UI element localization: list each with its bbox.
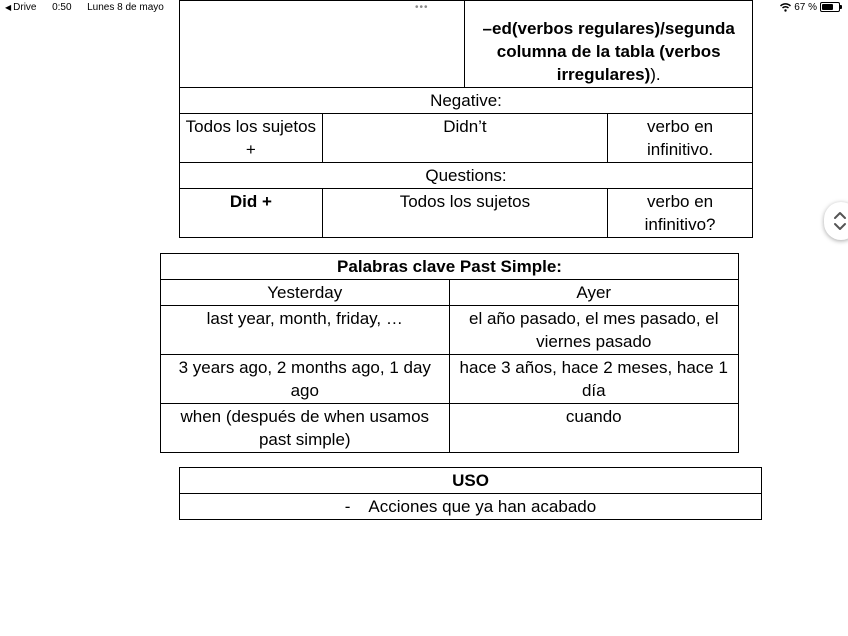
questions-verb-cell: verbo en infinitivo? — [608, 189, 753, 238]
keyword-en-cell: when (después de when usamos past simple) — [161, 404, 450, 453]
questions-subject-cell: Todos los sujetos — [322, 189, 607, 238]
negative-row — [180, 114, 753, 163]
affirmative-row — [180, 1, 753, 88]
questions-row — [180, 189, 753, 238]
page-scroll-button[interactable] — [824, 202, 848, 240]
affirmative-line2: columna de la tabla (verbos — [496, 42, 721, 61]
keyword-en-cell: Yesterday — [161, 280, 450, 306]
affirmative-suffix: ). — [650, 65, 661, 84]
chevron-up-down-icon — [833, 210, 847, 232]
affirmative-line3: irregulares) — [556, 65, 651, 84]
negative-heading: Negative: — [180, 88, 753, 114]
keyword-en-cell: last year, month, friday, … — [161, 306, 450, 355]
negative-verb-cell: verbo en infinitivo. — [608, 114, 753, 163]
questions-heading-row — [180, 163, 753, 189]
keyword-es-cell: cuando — [449, 404, 738, 453]
negative-subject-cell: Todos los sujetos + — [180, 114, 323, 163]
uso-title-row — [180, 468, 762, 494]
keywords-title-row — [161, 254, 739, 280]
clock: 0:50 — [52, 2, 72, 13]
uso-item-row — [180, 494, 762, 520]
affirmative-line1: –ed(verbos regulares)/segunda — [482, 19, 735, 38]
uso-table — [179, 467, 762, 520]
keyword-es-cell: el año pasado, el mes pasado, el viernes pasado — [449, 306, 738, 355]
table-row — [161, 280, 739, 306]
grammar-table — [179, 0, 753, 238]
back-arrow-icon: ◀ — [5, 3, 12, 12]
battery-percent: 67 % — [794, 2, 817, 13]
table-row — [161, 355, 739, 404]
keywords-table — [160, 253, 739, 453]
back-app-label: Drive — [13, 2, 37, 13]
battery-icon — [820, 2, 840, 12]
questions-heading: Questions: — [180, 163, 753, 189]
keyword-es-cell: Ayer — [449, 280, 738, 306]
keywords-title: Palabras clave Past Simple: — [161, 254, 739, 280]
back-to-app-link[interactable] — [5, 2, 37, 13]
uso-title: USO — [180, 468, 762, 494]
affirmative-cell — [465, 1, 753, 88]
date: Lunes 8 de mayo — [87, 2, 164, 13]
uso-item: - Acciones que ya han acabado — [180, 494, 762, 520]
table-row — [161, 306, 739, 355]
negative-aux-cell: Didn’t — [322, 114, 607, 163]
keyword-es-cell: hace 3 años, hace 2 meses, hace 1 día — [449, 355, 738, 404]
table-row — [161, 404, 739, 453]
keyword-en-cell: 3 years ago, 2 months ago, 1 day ago — [161, 355, 450, 404]
multitasking-dots-icon[interactable]: ••• — [415, 2, 429, 13]
wifi-icon — [780, 3, 791, 12]
negative-heading-row — [180, 88, 753, 114]
battery-level — [822, 4, 833, 10]
affirmative-empty-cell — [180, 1, 465, 88]
questions-aux-cell: Did + — [180, 189, 323, 238]
